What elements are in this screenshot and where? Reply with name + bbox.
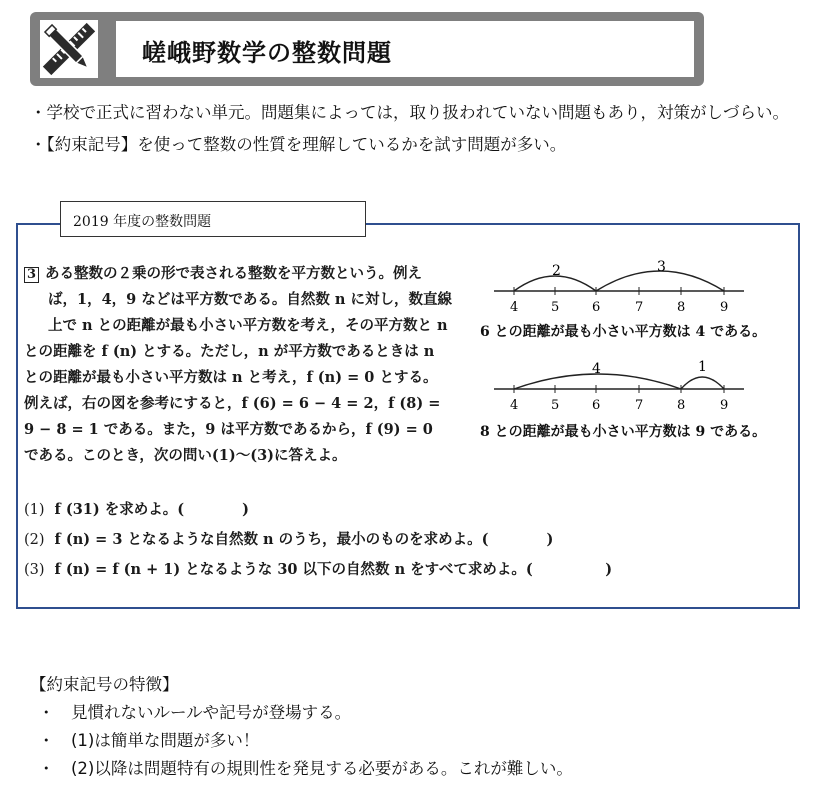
tick-label: 7 — [635, 398, 644, 413]
title-box — [116, 21, 694, 77]
tick-label: 5 — [551, 398, 560, 413]
tick-label: 9 — [720, 300, 729, 315]
tick-label: 4 — [510, 398, 519, 413]
year-label-text: 2019 年度の整数問題 — [73, 214, 212, 230]
diagram-2-caption: 8 との距離が最も小さい平方数は 9 である。 — [480, 424, 767, 440]
feature-item: ・ 見慣れないルールや記号が登場する。 — [38, 703, 352, 722]
question-item: (1) f (31) を求めよ。( ) — [24, 501, 250, 518]
features-heading: 【約束記号の特徴】 — [30, 675, 179, 694]
problem-line: 9 − 8 = 1 である。また，9 は平方数であるから，f (9) = 0 — [24, 421, 433, 438]
tick-label: 5 — [551, 300, 560, 315]
question-item: (2) f (n) = 3 となるような自然数 n のうち，最小のものを求めよ。( ) — [24, 531, 554, 548]
problem-line: 例えば，右の図を参考にすると，f (6) = 6 − 4 = 2，f (8) = — [24, 395, 441, 412]
problem-line: 上で n との距離が最も小さい平方数を考え，その平方数と n — [48, 317, 448, 334]
arc-8-to-9 — [681, 377, 724, 389]
intro-bullet-2: ・【約束記号】を使って整数の性質を理解しているかを試す問題が多い。 — [30, 135, 567, 154]
arc-label: 1 — [698, 359, 707, 375]
feature-item: ・ (2)以降は問題特有の規則性を発見する必要がある。これが難しい。 — [38, 759, 573, 778]
problem-statement — [24, 261, 474, 469]
question-list — [24, 495, 612, 585]
feature-item: ・ (1)は簡単な問題が多い！ — [38, 731, 260, 750]
problem-line: である。このとき，次の問い(1)〜(3)に答えよ。 — [24, 447, 347, 464]
arc-label: 4 — [592, 361, 601, 377]
arc-label: 2 — [552, 263, 561, 279]
year-label — [60, 201, 366, 237]
page-title: 嵯峨野数学の整数問題 — [142, 39, 392, 67]
tick-label: 4 — [510, 300, 519, 315]
intro-bullet-1: ・学校で正式に習わない単元。問題集によっては，取り扱われていない問題もあり，対策がしづらい。 — [30, 103, 789, 122]
problem-number: 3 — [24, 267, 39, 283]
number-line-diagram-1 — [488, 253, 758, 323]
problem-line: との距離が最も小さい平方数は n と考え，f (n) = 0 とする。 — [24, 369, 438, 386]
features-section — [30, 671, 573, 783]
tick-label: 9 — [720, 398, 729, 413]
tick-label: 6 — [592, 398, 601, 413]
problem-line: ば，1，4，9 などは平方数である。自然数 n に対し，数直線 — [48, 291, 452, 308]
header-banner — [30, 12, 704, 86]
problem-frame — [16, 223, 800, 609]
tick-label: 8 — [677, 300, 686, 315]
number-line-diagram-2 — [488, 351, 758, 421]
ruler-pencil-icon — [40, 20, 98, 78]
arc-label: 3 — [657, 259, 666, 275]
tick-label: 6 — [592, 300, 601, 315]
intro-notes — [30, 100, 800, 158]
problem-line: との距離を f (n) とする。ただし，n が平方数であるときは n — [24, 343, 435, 360]
tick-label: 8 — [677, 398, 686, 413]
question-item: (3) f (n) = f (n + 1) となるような 30 以下の自然数 n をすべて求めよ。( ) — [24, 561, 613, 578]
diagram-1-caption: 6 との距離が最も小さい平方数は 4 である。 — [480, 324, 767, 340]
tick-label: 7 — [635, 300, 644, 315]
problem-line: 3 ある整数の２乗の形で表される整数を平方数という。例え — [24, 261, 474, 287]
